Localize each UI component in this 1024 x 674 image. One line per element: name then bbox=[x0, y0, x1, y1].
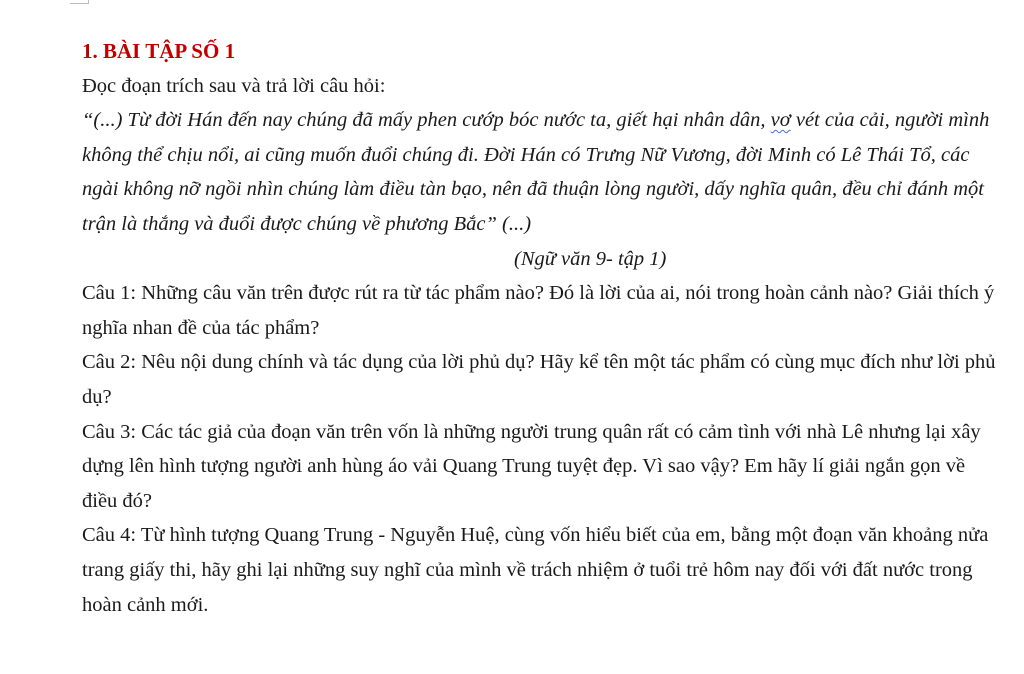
excerpt-text-start: “(...) Từ đời Hán đến nay chúng đã mấy phen cướp bóc nước ta, giết hại nhân dân, bbox=[82, 109, 771, 132]
question-3: Câu 3: Các tác giả của đoạn văn trên vốn là những người trung quân rất có cảm tình với nhà Lê nhưng lại xây dựng lên hình tượng người anh hùng áo vải Quang Trung tuyệt đẹp. Vì sao vậy? Em hãy lí giải ngắn gọn về điều đó? bbox=[82, 420, 981, 512]
exercise-heading: 1. BÀI TẬP SỐ 1 bbox=[82, 39, 236, 63]
excerpt-quote bbox=[82, 103, 997, 241]
document-body bbox=[82, 34, 997, 622]
margin-corner-mark bbox=[70, 0, 89, 4]
question-4: Câu 4: Từ hình tượng Quang Trung - Nguyễn Huệ, cùng vốn hiểu biết của em, bằng một đoạn văn khoảng nửa trang giấy thi, hãy ghi lại những suy nghĩ của mình về trách nhiệm ở tuổi trẻ hôm nay đối với đất nước trong hoàn cảnh mới. bbox=[82, 524, 989, 616]
question-1: Câu 1: Những câu văn trên được rút ra từ tác phẩm nào? Đó là lời của ai, nói trong hoàn cảnh nào? Giải thích ý nghĩa nhan đề của tác phẩm? bbox=[82, 282, 995, 339]
spellcheck-marked-word: vơ bbox=[770, 109, 791, 132]
instruction-text: Đọc đoạn trích sau và trả lời câu hỏi: bbox=[82, 74, 386, 97]
excerpt-text-end: vét của cải, người mình không thể chịu nổi, ai cũng muốn đuổi chúng đi. Đời Hán có Trưng Nữ Vương, đời Minh có Lê Thái Tổ, các ngài không nỡ ngồi nhìn chúng làm điều tàn bạo, nên đã thuận lòng người, dấy nghĩa quân, đều chỉ đánh một trận là thắng và đuổi được chúng về phương Bắc” (...) bbox=[82, 109, 990, 235]
question-2: Câu 2: Nêu nội dung chính và tác dụng của lời phủ dụ? Hãy kể tên một tác phẩm có cùng mục đích như lời phủ dụ? bbox=[82, 351, 996, 408]
excerpt-source: (Ngữ văn 9- tập 1) bbox=[514, 247, 667, 270]
